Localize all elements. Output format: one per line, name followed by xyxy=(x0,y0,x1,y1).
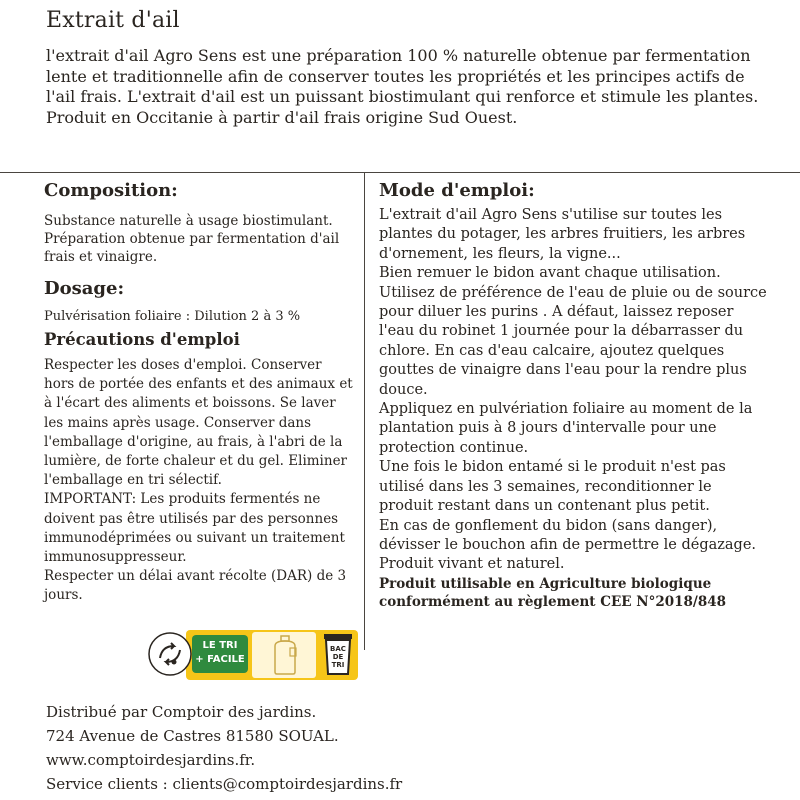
precautions-paragraph: Respecter les doses d'emploi. Conserver hors de portée des enfants et des animaux et à l'écart des aliments et boissons. Se laver les mains après usage. Conserver dans l'emballage d'origine, au frais, à l'abri de la lumière, de forte chaleur et du gel. Eliminer l'emballage en tri sélectif. xyxy=(44,357,353,489)
triman-icon xyxy=(148,632,192,676)
distributor-info xyxy=(46,700,446,796)
regulation-line: conformément au règlement CEE N°2018/848 xyxy=(379,593,727,610)
composition-text: Substance naturelle à usage biostimulant. Préparation obtenue par fermentation d'ail frais et vinaigre. xyxy=(44,213,340,265)
intro-text xyxy=(46,46,776,128)
mode-paragraph: Bien remuer le bidon avant chaque utilisation. xyxy=(379,265,721,282)
mode-paragraph: Utilisez de préférence de l'eau de pluie ou de source pour diluer les purins . A défaut, laissez reposer l'eau du robinet 1 journée pour la débarrasser du chlore. En cas d'eau calcaire, ajoutez quelques gouttes de vinaigre dans l'eau pour la rendre plus douce. xyxy=(379,284,767,398)
mode-paragraph: Une fois le bidon entamé si le produit n'est pas utilisé dans les 3 semaines, reconditionner le produit restant dans un contenant plus petit. xyxy=(379,459,726,515)
mode-paragraph: En cas de gonflement du bidon (sans danger), dévisser le bouchon afin de permettre le dégazage. Produit vivant et naturel. xyxy=(379,517,757,573)
mode-paragraph: Appliquez en pulvériation foliaire au moment de la plantation puis à 8 jours d'intervalle pour une protection continue. xyxy=(379,401,753,456)
mode-paragraph: L'extrait d'ail Agro Sens s'utilise sur toutes les plantes du potager, les arbres fruitiers, les arbres d'ornement, les fleurs, la vigne... xyxy=(379,207,746,262)
badge-line-1: LE TRI xyxy=(202,640,238,651)
precautions-dar: Respecter un délai avant récolte (DAR) de 3 jours. xyxy=(44,568,347,604)
composition-title: Composition: xyxy=(44,180,178,201)
bin-label: BAC DE TRI xyxy=(330,645,346,669)
tri-facile-badge xyxy=(192,635,248,673)
mode-emploi-title: Mode d'emploi: xyxy=(379,180,535,201)
horizontal-divider xyxy=(0,172,800,173)
distributor-website: www.comptoirdesjardins.fr. xyxy=(46,751,256,769)
precautions-important: IMPORTANT: Les produits fermentés ne doivent pas être utilisés par des personnes immunodéprimées ou suivant un traitement immunosuppresseur. xyxy=(44,491,345,566)
organic-line: Produit utilisable en Agriculture biologique xyxy=(379,575,712,592)
precautions-text xyxy=(44,356,356,606)
vertical-divider xyxy=(364,172,365,650)
intro-paragraph: l'extrait d'ail Agro Sens est une préparation 100 % naturelle obtenue par fermentation lente et traditionnelle afin de conserver toutes les propriétés et les principes actifs de l'ail frais. L'extrait d'ail est un puissant biostimulant qui renforce et stimule les plantes. xyxy=(46,46,759,106)
precautions-title: Précautions d'emploi xyxy=(44,330,240,349)
badge-line-2: + FACILE xyxy=(195,654,245,665)
dosage-title: Dosage: xyxy=(44,278,125,299)
bottle-icon xyxy=(268,634,302,676)
dosage-text: Pulvérisation foliaire : Dilution 2 à 3 % xyxy=(44,309,301,324)
distributor-email: Service clients : clients@comptoirdesjardins.fr xyxy=(46,775,403,793)
mode-emploi-text xyxy=(379,206,769,611)
origin-line: Produit en Occitanie à partir d'ail frais origine Sud Ouest. xyxy=(46,107,518,127)
distributor-name: Distribué par Comptoir des jardins. xyxy=(46,703,317,721)
product-title: Extrait d'ail xyxy=(46,8,180,33)
distributor-address: 724 Avenue de Castres 81580 SOUAL. xyxy=(46,727,339,745)
